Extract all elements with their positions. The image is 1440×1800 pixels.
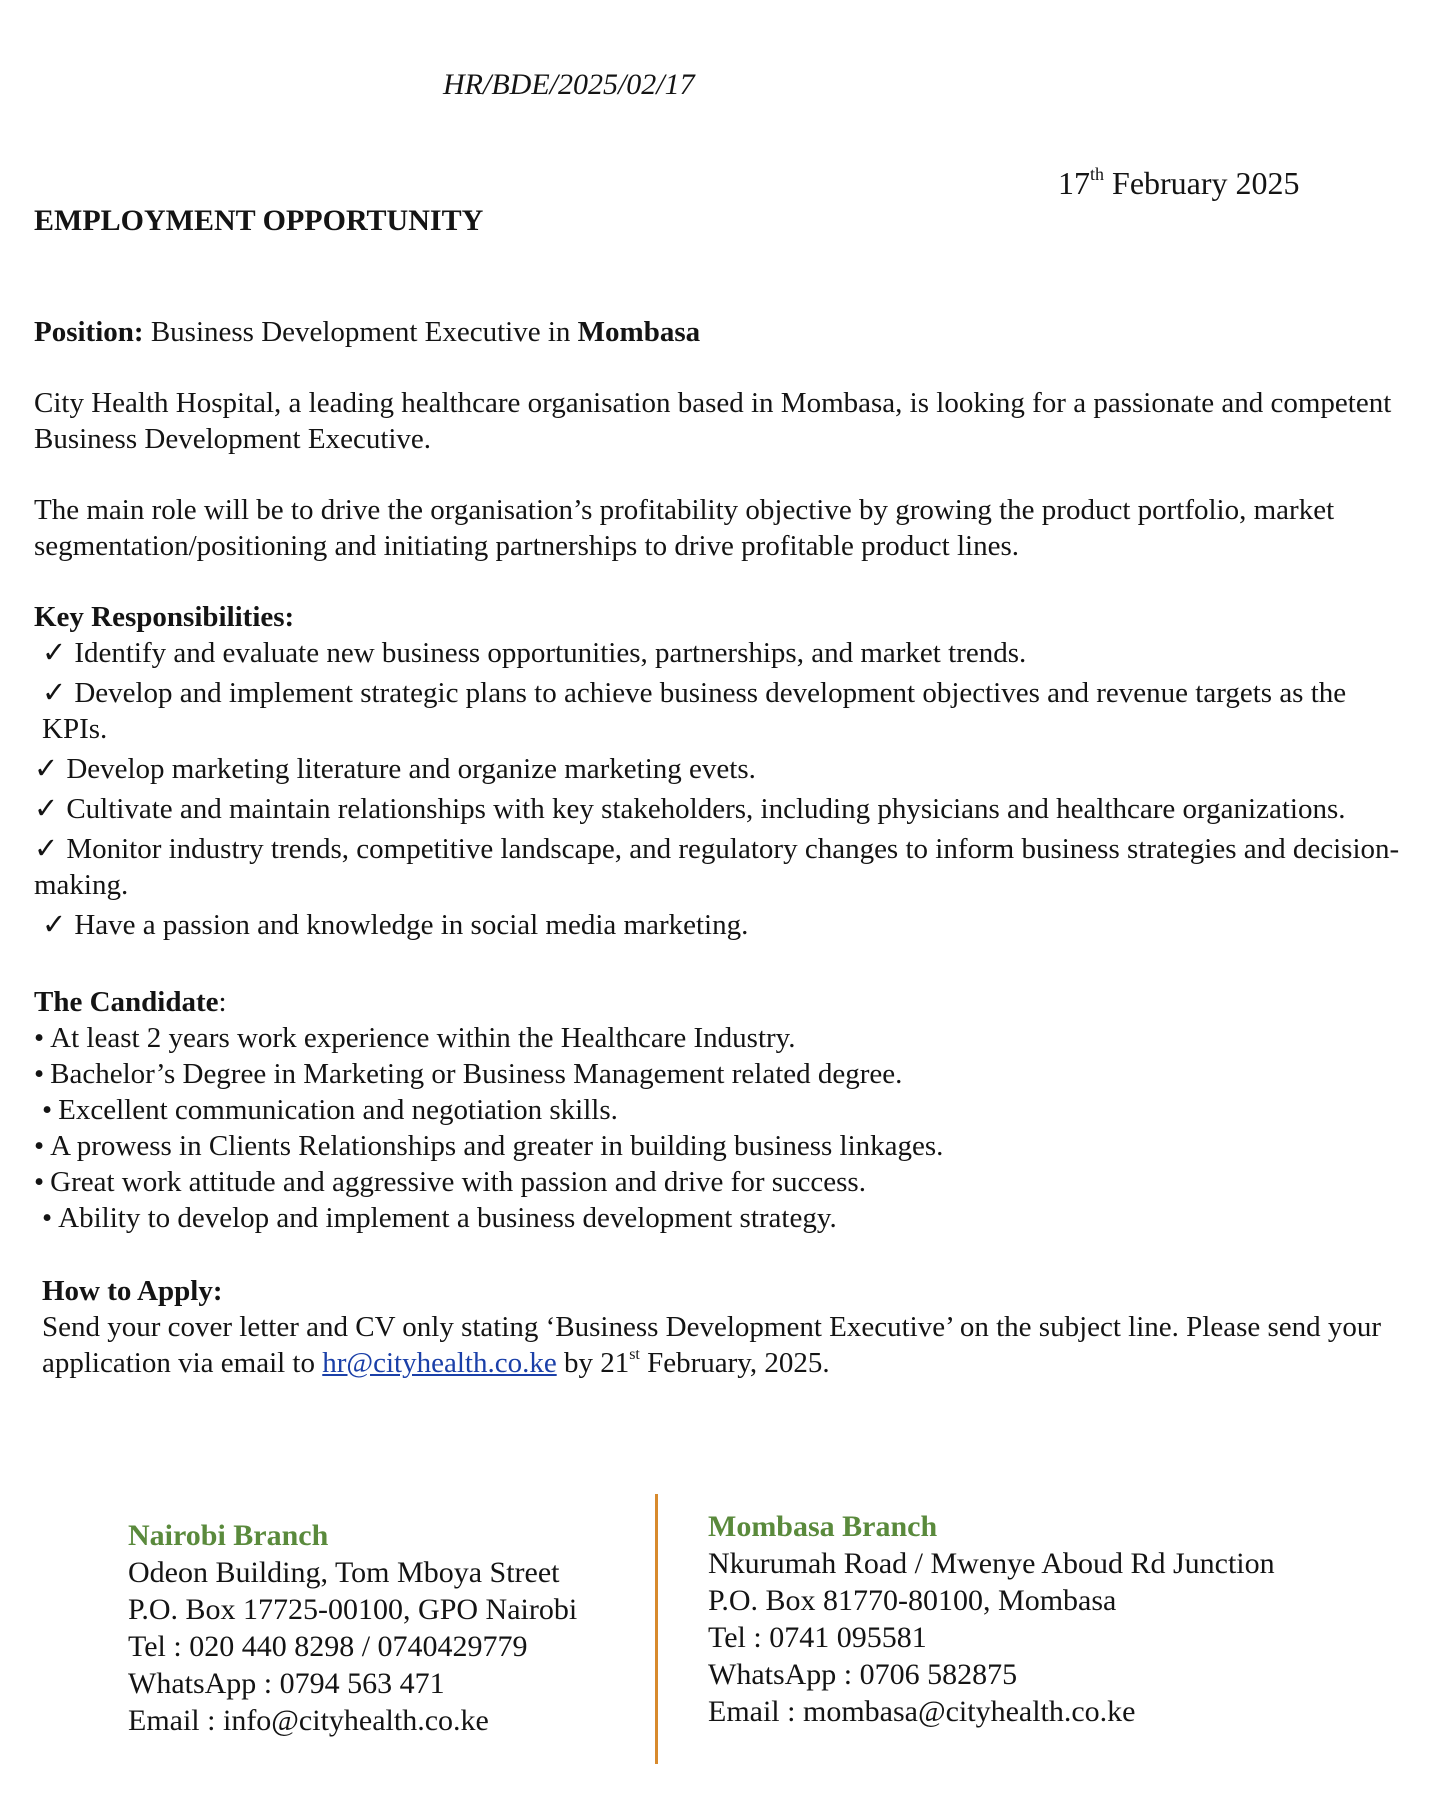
bullet-icon: • — [42, 1094, 53, 1126]
position-line — [34, 314, 1414, 350]
bullet-icon: • — [34, 1166, 45, 1198]
bullet-icon: • — [42, 1202, 53, 1234]
candidate-list — [34, 1020, 1414, 1236]
apply-heading: How to Apply: — [42, 1275, 223, 1307]
reference-number: HR/BDE/2025/02/17 — [443, 68, 695, 101]
position-label: Position: — [34, 316, 144, 348]
list-item: • Great work attitude and aggressive with passion and drive for success. — [34, 1166, 866, 1198]
list-item: ✓ Develop and implement strategic plans to achieve business development objectives and revenue targets as the KPIs. — [42, 677, 1347, 745]
nairobi-address-1: Odeon Building, Tom Mboya Street — [128, 1556, 560, 1589]
bullet-icon: • — [34, 1058, 45, 1090]
date-month-year: February 2025 — [1104, 165, 1300, 201]
list-item: • Ability to develop and implement a business development strategy. — [42, 1202, 837, 1234]
date-day: 17 — [1058, 165, 1090, 201]
bullet-icon: • — [34, 1022, 45, 1054]
list-item: • Bachelor’s Degree in Marketing or Business Management related degree. — [34, 1058, 903, 1090]
position-text: Business Development Executive in — [143, 316, 578, 348]
main-role-paragraph: The main role will be to drive the organisation’s profitability objective by growing the product portfolio, market segmentation/positioning and initiating partnerships to drive profitable product lines. — [34, 494, 1335, 562]
nairobi-branch-block — [128, 1517, 577, 1739]
check-icon: ✓ — [42, 677, 67, 709]
apply-email-link[interactable]: hr@cityhealth.co.ke — [322, 1347, 557, 1379]
responsibilities-heading: Key Responsibilities: — [34, 601, 295, 633]
list-item: ✓ Cultivate and maintain relationships with key stakeholders, including physicians and healthcare organizations. — [34, 793, 1346, 825]
mombasa-email: Email : mombasa@cityhealth.co.ke — [708, 1695, 1136, 1728]
check-icon: ✓ — [42, 909, 67, 941]
position-location: Mombasa — [577, 316, 701, 348]
check-icon: ✓ — [42, 637, 67, 669]
branch-divider — [655, 1494, 658, 1764]
list-item: ✓ Monitor industry trends, competitive landscape, and regulatory changes to inform business strategies and decision-making. — [34, 833, 1400, 901]
mombasa-address-2: P.O. Box 81770-80100, Mombasa — [708, 1584, 1117, 1617]
nairobi-whatsapp: WhatsApp : 0794 563 471 — [128, 1667, 445, 1700]
mombasa-branch-block — [708, 1508, 1275, 1730]
date-suffix: th — [1090, 164, 1105, 184]
mombasa-whatsapp: WhatsApp : 0706 582875 — [708, 1658, 1018, 1691]
document-date — [1058, 165, 1300, 202]
document-body — [34, 314, 1414, 1381]
list-item: ✓ Identify and evaluate new business opportunities, partnerships, and market trends. — [42, 637, 1027, 669]
mombasa-tel: Tel : 0741 095581 — [708, 1621, 927, 1654]
list-item: • A prowess in Clients Relationships and greater in building business linkages. — [34, 1130, 944, 1162]
apply-paragraph: Send your cover letter and CV only stating ‘Business Development Executive’ on the subject line. Please send your application via email to hr@cityhealth.co.ke by 21st February, 2025. — [42, 1311, 1382, 1379]
list-item: ✓ Develop marketing literature and organize marketing evets. — [34, 753, 756, 785]
nairobi-email: Email : info@cityhealth.co.ke — [128, 1704, 489, 1737]
candidate-heading: The Candidate: — [34, 986, 227, 1018]
responsibilities-list — [34, 635, 1414, 943]
nairobi-tel: Tel : 020 440 8298 / 0740429779 — [128, 1630, 528, 1663]
nairobi-address-2: P.O. Box 17725-00100, GPO Nairobi — [128, 1593, 578, 1626]
mombasa-branch-name: Mombasa Branch — [708, 1510, 938, 1543]
list-item: ✓ Have a passion and knowledge in social media marketing. — [42, 909, 749, 941]
bullet-icon: • — [34, 1130, 45, 1162]
check-icon: ✓ — [34, 793, 59, 825]
page-title: EMPLOYMENT OPPORTUNITY — [34, 204, 484, 237]
check-icon: ✓ — [34, 753, 59, 785]
intro-paragraph: City Health Hospital, a leading healthcare organisation based in Mombasa, is looking for a passionate and competent Business Development Executive. — [34, 387, 1392, 455]
list-item: • At least 2 years work experience within the Healthcare Industry. — [34, 1022, 796, 1054]
mombasa-address-1: Nkurumah Road / Mwenye Aboud Rd Junction — [708, 1547, 1275, 1580]
nairobi-branch-name: Nairobi Branch — [128, 1519, 329, 1552]
check-icon: ✓ — [34, 833, 59, 865]
list-item: • Excellent communication and negotiation skills. — [42, 1094, 618, 1126]
